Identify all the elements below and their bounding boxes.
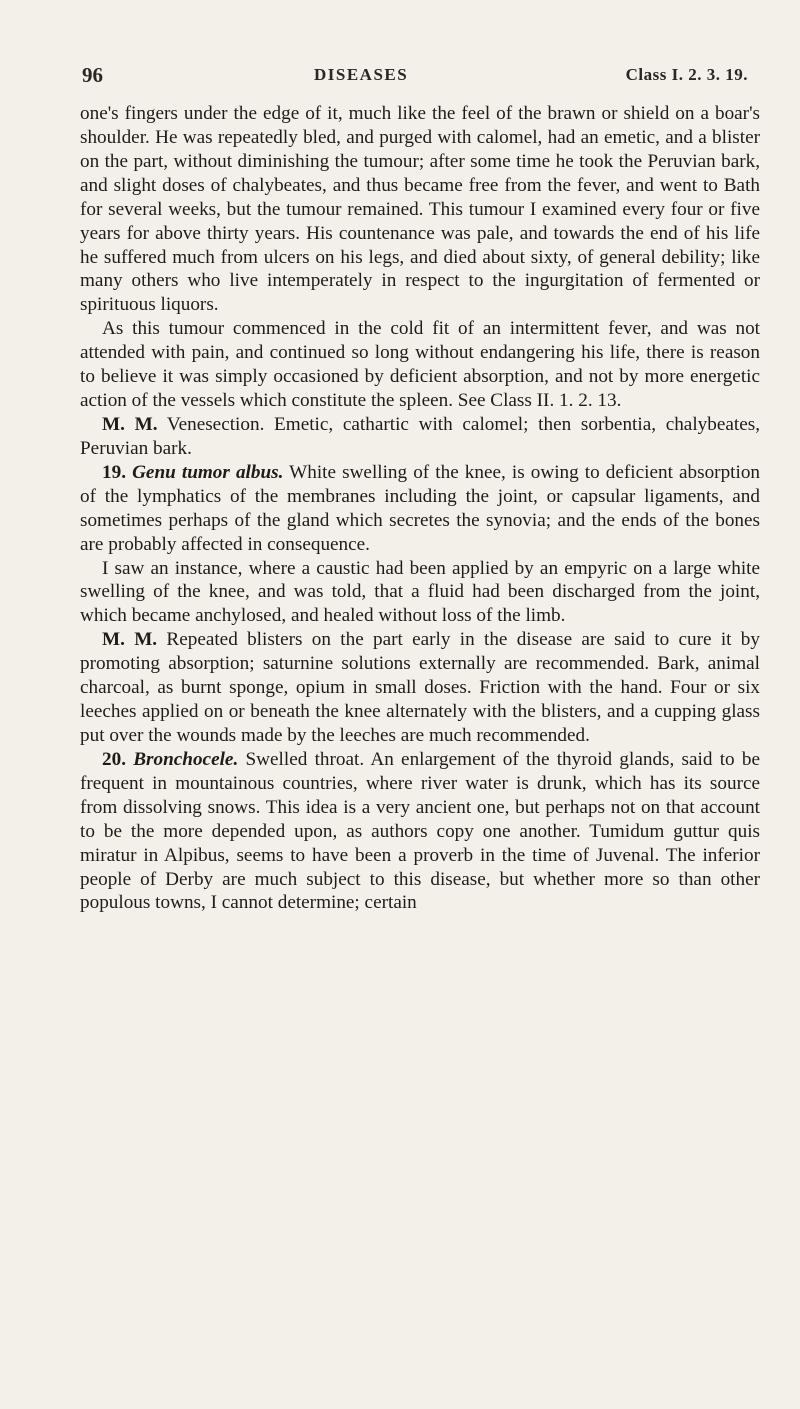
- remedy-text: Repeated blisters on the part early in the disease are said to cure it by promoting absorption; saturnine solutions externally are recommended. Bark, animal charcoal, as burnt sponge, opium in small doses. Friction with the hand. Four or six leeches applied on or beneath the knee alternately with the blisters, and a cupping glass put over the wounds made by the leeches are much recommended.: [80, 629, 760, 746]
- entry-text: Swelled throat. An enlargement of the thyroid glands, said to be frequent in mountainous countries, where river water is drunk, which has its source from dissolving snows. This idea is a very ancient one, but perhaps not on that account to be the more depended upon, as authors copy one another. Tumidum guttur quis miratur in Alpibus, seems to have been a proverb in the time of Juvenal. The inferior people of Derby are much subject to this disease, but whether more so than other populous towns, I cannot determine; certain: [80, 748, 761, 914]
- paragraph-remedy-spleen: [80, 413, 760, 461]
- entry-text: White swelling of the knee, is owing to deficient absorption of the lymphatics of the membranes including the joint, or capsular ligaments, and sometimes perhaps of the gland which secretes the synovia; and the ends of the bones are probably affected in consequence.: [80, 461, 761, 555]
- paragraph-continuation: one's fingers under the edge of it, much like the feel of the brawn or shield on a boar's shoulder. He was repeatedly bled, and purged with calomel, had an emetic, and a blister on the part, without diminishing the tumour; after some time he took the Peruvian bark, and slight doses of chalybeates, and thus became free from the fever, and went to Bath for several weeks, but the tumour remained. This tumour I examined every four or five years for above thirty years. His countenance was pale, and towards the end of his life he suffered much from ulcers on his legs, and died about sixty, of general debility; like many others who live intemperately in respect to the ingurgitation of fermented or spirituous liquors.: [80, 103, 760, 316]
- entry-latin-name: Bronchocele.: [133, 748, 239, 770]
- paragraph-entry-20: [80, 748, 760, 915]
- remedy-text: Venesection. Emetic, cathartic with calomel; then sorbentia, chalybeates, Peruvian bark.: [80, 413, 760, 459]
- page-header: [82, 63, 748, 91]
- remedy-heading: M. M.: [102, 629, 158, 651]
- entry-latin-name: Genu tumor albus.: [132, 461, 284, 483]
- class-reference: Class I. 2. 3. 19.: [625, 65, 748, 84]
- paragraph-remedy-knee: [80, 628, 760, 748]
- paragraph-instance: I saw an instance, where a caustic had been applied by an empyric on a large white swelling of the knee, and was told, that a fluid had been discharged from the joint, which became anchylosed, and healed without loss of the limb.: [80, 557, 760, 627]
- page-number: 96: [82, 63, 103, 87]
- remedy-heading: M. M.: [102, 413, 158, 435]
- body-text: [80, 102, 760, 915]
- paragraph-absorption-note: As this tumour commenced in the cold fit of an intermittent fever, and was not attended with pain, and continued so long without endangering his life, there is reason to believe it was simply occasioned by deficient absorption, and not by more energetic action of the vessels which constitute the spleen. See Class II. 1. 2. 13.: [80, 318, 760, 412]
- entry-number: 20.: [102, 748, 126, 770]
- entry-number: 19.: [102, 461, 126, 483]
- running-title: DISEASES: [314, 65, 409, 84]
- paragraph-entry-19: [80, 461, 760, 557]
